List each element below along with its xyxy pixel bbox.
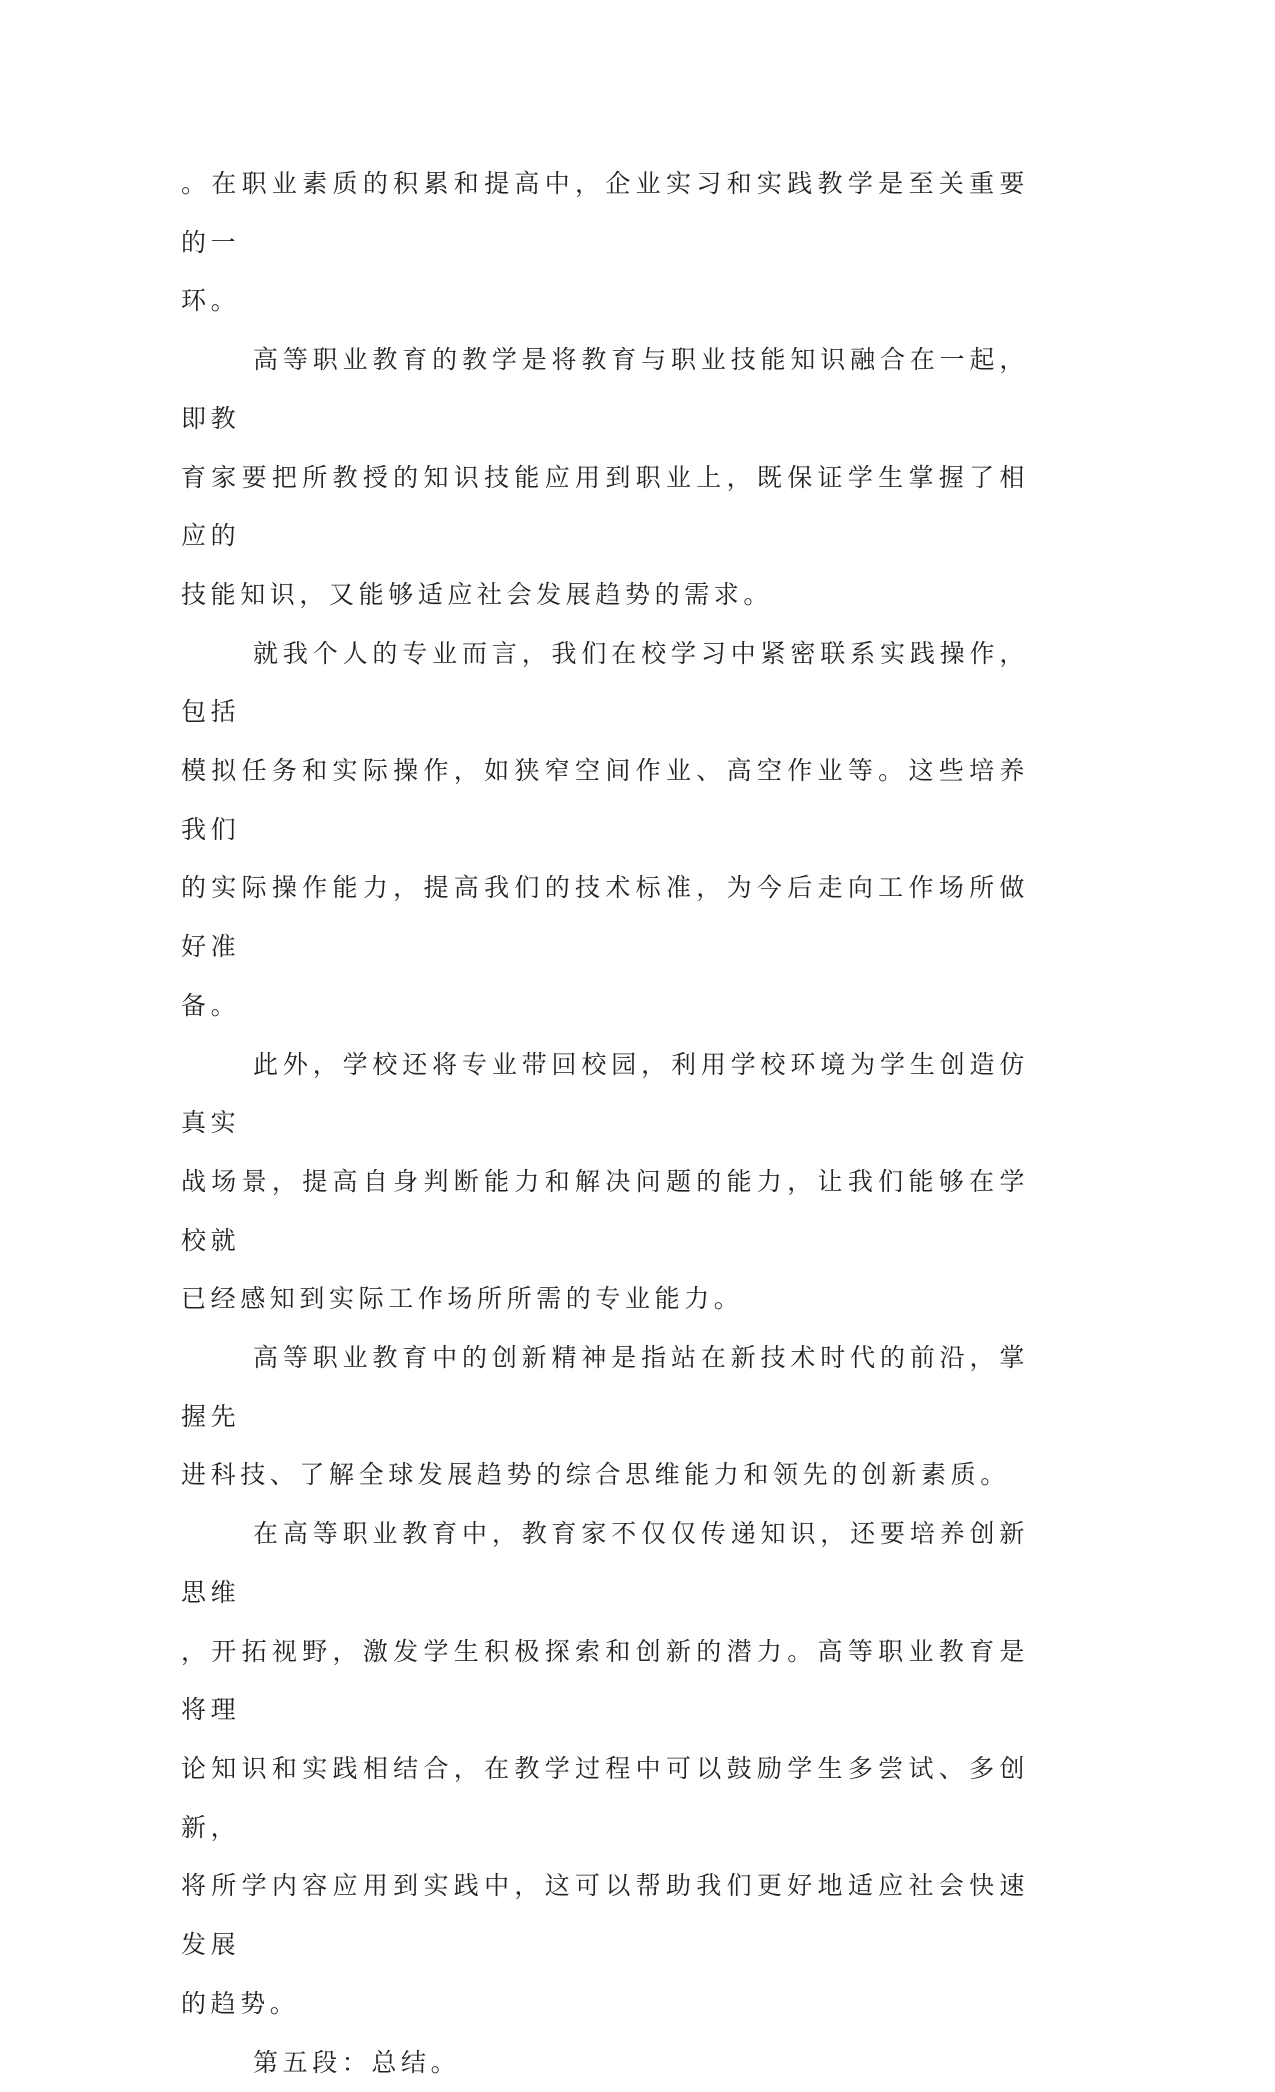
document-body	[181, 155, 1029, 2092]
paragraph-4: 此外，学校还将专业带回校园，利用学校环境为学生创造仿真实 战场景，提高自身判断能力和解决问题的能力，让我们能够在学校就 已经感知到实际工作场所所需的专业能力。	[181, 1036, 1029, 1330]
paragraph-3: 就我个人的专业而言，我们在校学习中紧密联系实践操作，包括 模拟任务和实际操作，如狭窄空间作业、高空作业等。这些培养我们 的实际操作能力，提高我们的技术标准，为今后走向工作场所做好准 备。	[181, 625, 1029, 1036]
paragraph-6: 在高等职业教育中，教育家不仅仅传递知识，还要培养创新思维 ，开拓视野，激发学生积极探索和创新的潜力。高等职业教育是将理 论知识和实践相结合，在教学过程中可以鼓励学生多尝试、多创新， 将所学内容应用到实践中，这可以帮助我们更好地适应社会快速发展 的趋势。	[181, 1505, 1029, 2033]
paragraph-5: 高等职业教育中的创新精神是指站在新技术时代的前沿，掌握先 进科技、了解全球发展趋势的综合思维能力和领先的创新素质。	[181, 1329, 1029, 1505]
section-heading-summary: 第五段：总结。	[181, 2034, 1029, 2092]
paragraph-2: 高等职业教育的教学是将教育与职业技能知识融合在一起，即教 育家要把所教授的知识技能应用到职业上，既保证学生掌握了相应的 技能知识，又能够适应社会发展趋势的需求。	[181, 331, 1029, 625]
paragraph-1: 。在职业素质的积累和提高中，企业实习和实践教学是至关重要的一 环。	[181, 155, 1029, 331]
